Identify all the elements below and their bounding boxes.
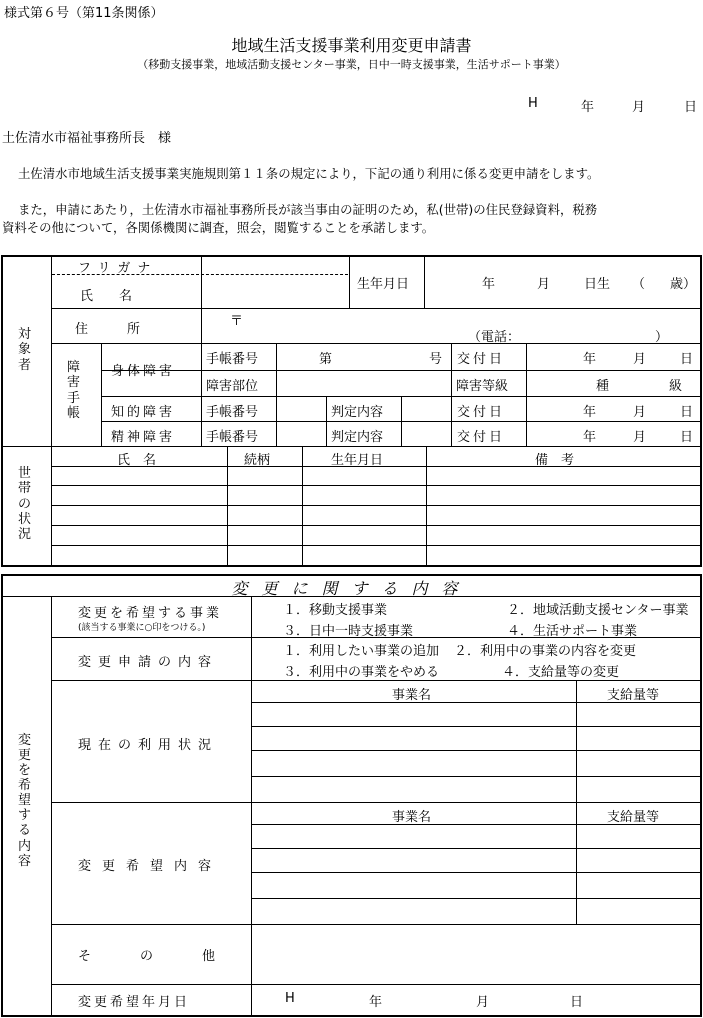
desired-service-note: (該当する事業に○印をつける。) (78, 623, 206, 633)
issue-date-label: 交付日 (457, 430, 506, 445)
grade-label: 障害等級 (456, 379, 509, 394)
service-option-1[interactable]: １．移動支援事業 (283, 603, 388, 618)
address-label: 住 所 (75, 322, 141, 337)
request-option-2[interactable]: ２．利用中の事業の内容を変更 (454, 644, 637, 659)
techo-no-label: 手帳番号 (206, 430, 259, 445)
change-heading: 変更に関する内容 (231, 579, 472, 598)
birth-year: 年 (482, 277, 496, 292)
issue-day: 日 (680, 352, 694, 367)
current-service-name-header: 事業名 (392, 688, 432, 703)
subject-section-label: 対 象 者 (18, 327, 32, 373)
desired-service-name-header: 事業名 (392, 810, 432, 825)
service-option-4[interactable]: ４．生活サポート事業 (507, 624, 638, 639)
desired-date-year: 年 (369, 995, 383, 1010)
issue-day: 日 (680, 430, 694, 445)
physical-disability-label: 身体障害 (111, 364, 176, 379)
birth-label: 生年月日 (357, 277, 410, 292)
paragraph-2-line-2: 資料その他について，各関係機関に調査，照会，閲覧することを承諾します。 (2, 220, 435, 235)
techo-no-label: 手帳番号 (206, 405, 259, 420)
desired-date-day: 日 (570, 995, 584, 1010)
desired-date-era: H (285, 991, 295, 1006)
issue-year: 年 (583, 352, 597, 367)
other-label: そ の 他 (78, 949, 234, 964)
desired-content-label: 変更希望内容 (78, 859, 223, 874)
issue-day: 日 (680, 405, 694, 420)
age-open: （ (632, 277, 646, 292)
judgement-label: 判定内容 (331, 430, 384, 445)
page-subtitle: （移動支援事業，地域活動支援センター事業，日中一時支援事業，生活サポート事業） (137, 58, 566, 71)
issue-year: 年 (583, 430, 597, 445)
form-number: 様式第６号（第11条関係） (4, 6, 164, 21)
issue-year: 年 (583, 405, 597, 420)
phone-close: ） (655, 330, 669, 345)
gou-label: 号 (429, 352, 443, 367)
date-day: 日 (684, 100, 698, 115)
change-section-label: 変 更 を 希 望 す る 内 容 (18, 733, 32, 869)
phone-label: （電話： (468, 330, 521, 345)
issue-date-label: 交付日 (457, 405, 506, 420)
judgement-label: 判定内容 (331, 405, 384, 420)
techo-section-label: 障 害 手 帳 (67, 360, 81, 421)
techo-no-label: 手帳番号 (206, 352, 259, 367)
request-option-4[interactable]: ４．支給量等の変更 (502, 665, 620, 680)
postal-mark: 〒 (230, 314, 244, 329)
date-era: H (528, 96, 538, 111)
page-title: 地域生活支援事業利用変更申請書 (231, 36, 472, 55)
name-field[interactable] (207, 278, 345, 306)
paragraph-1: 土佐清水市地域生活支援事業実施規則第１１条の規定により，下記の通り利用に係る変更申請をします。 (18, 166, 600, 181)
current-amount-header: 支給量等 (607, 688, 660, 703)
desired-service-label: 変更を希望する事業 (78, 606, 223, 621)
birth-month: 月 (537, 277, 551, 292)
request-option-1[interactable]: １．利用したい事業の追加 (283, 644, 440, 659)
current-usage-label: 現在の利用状況 (78, 738, 219, 753)
other-field[interactable] (256, 928, 696, 982)
date-month: 月 (632, 100, 646, 115)
service-option-2[interactable]: ２．地域活動支援センター事業 (507, 603, 689, 618)
issue-date-label: 交付日 (457, 352, 506, 367)
household-col-notes: 備 考 (535, 453, 575, 468)
mental-disability-label: 精神障害 (111, 430, 176, 445)
date-year: 年 (581, 100, 595, 115)
issue-month: 月 (633, 405, 647, 420)
desired-date-month: 月 (476, 995, 490, 1010)
service-option-3[interactable]: ３．日中一時支援事業 (283, 624, 414, 639)
birth-day: 日生 (584, 277, 611, 292)
intellectual-disability-label: 知的障害 (111, 405, 176, 420)
disability-part-label: 障害部位 (206, 379, 259, 394)
grade-kyu: 級 (669, 379, 683, 394)
request-content-label: 変更申請の内容 (78, 655, 219, 670)
desired-date-label: 変更希望年月日 (78, 995, 191, 1010)
household-section-label: 世 帯 の 状 況 (18, 466, 32, 543)
household-col-birth: 生年月日 (331, 453, 384, 468)
household-col-name: 氏 名 (117, 453, 157, 468)
desired-amount-header: 支給量等 (607, 810, 660, 825)
issue-month: 月 (633, 352, 647, 367)
paragraph-2-line-1: また，申請にあたり，土佐清水市福祉事務所長が該当事由の証明のため，私(世帯)の住民登録資料，税務 (18, 202, 598, 217)
dai-label: 第 (319, 352, 333, 367)
grade-shu: 種 (596, 379, 610, 394)
request-option-3[interactable]: ３．利用中の事業をやめる (283, 665, 440, 680)
household-col-relation: 続柄 (244, 453, 271, 468)
issue-month: 月 (633, 430, 647, 445)
age-close: 歳） (670, 277, 697, 292)
name-label: 氏 名 (80, 289, 133, 304)
furigana-label: フリガナ (78, 261, 158, 276)
addressee: 土佐清水市福祉事務所長 様 (2, 131, 172, 146)
furigana-field[interactable] (207, 256, 345, 273)
